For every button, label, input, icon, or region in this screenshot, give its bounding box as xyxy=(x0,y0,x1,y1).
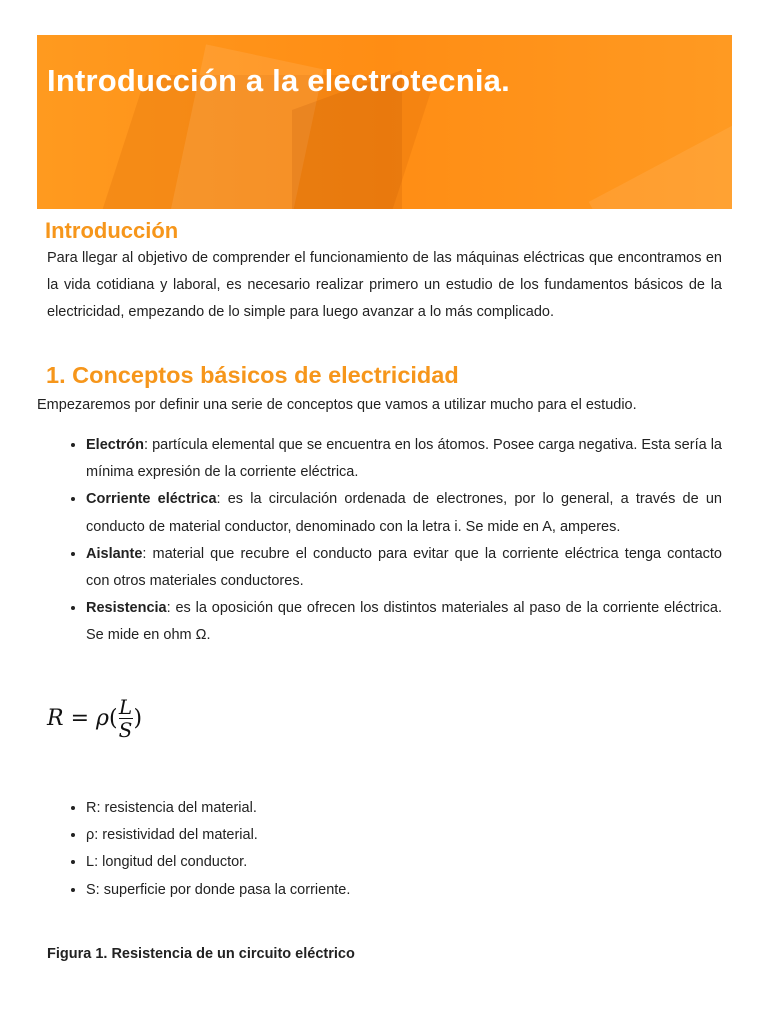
list-item: • ρ: resistividad del material. xyxy=(86,822,350,849)
formula-equals: = xyxy=(63,705,96,731)
list-item xyxy=(86,486,722,540)
definition: : es la circulación ordenada de electrones, por lo general, a través de un conducto de material conductor, denominado con la letra i. Se mide en A, amperes. xyxy=(86,491,722,535)
list-item xyxy=(86,432,722,486)
variable-list xyxy=(47,795,350,904)
list-item: • S: superficie por donde pasa la corriente. xyxy=(86,877,350,904)
list-item xyxy=(86,541,722,595)
formula-rho: ρ xyxy=(96,705,109,731)
list-item: • R: resistencia del material. xyxy=(86,795,350,822)
term: Electrón xyxy=(86,437,145,453)
list-item xyxy=(86,595,722,649)
intro-heading: Introducción xyxy=(45,218,179,243)
concepts-heading: 1. Conceptos básicos de electricidad xyxy=(46,362,459,388)
definition: : es la oposición que ofrecen los distintos materiales al paso de la corriente eléctrica. Se mide en ohm Ω. xyxy=(86,600,722,644)
formula-fraction xyxy=(118,694,133,742)
definition: : partícula elemental que se encuentra en los átomos. Posee carga negativa. Esta sería la mínima expresión de la corriente eléctrica. xyxy=(86,437,722,481)
formula-lhs: R xyxy=(47,705,64,731)
term: Resistencia xyxy=(86,600,167,617)
term: Aislante xyxy=(86,545,143,562)
page-title: Introducción a la electrotecnia. xyxy=(47,63,510,98)
term: Corriente eléctrica xyxy=(86,491,217,508)
formula-numerator: L xyxy=(118,694,133,719)
formula-denominator: S xyxy=(118,717,133,742)
header-banner xyxy=(37,35,732,209)
banner-decoration xyxy=(589,117,732,209)
list-item: • L: longitud del conductor. xyxy=(86,849,350,876)
figure-caption: Figura 1. Resistencia de un circuito eléctrico xyxy=(47,946,355,962)
definition: : material que recubre el conducto para evitar que la corriente eléctrica tenga contacto con otros materiales conductores. xyxy=(86,545,722,590)
formula-open-paren: ( xyxy=(108,705,118,731)
concepts-lead: Empezaremos por definir una serie de conceptos que vamos a utilizar mucho para el estudio. xyxy=(37,397,637,413)
resistance-formula xyxy=(47,688,142,748)
intro-paragraph: Para llegar al objetivo de comprender el funcionamiento de las máquinas eléctricas que encontramos en la vida cotidiana y laboral, es necesario realizar primero un estudio de los fundamentos básicos de la electricidad, empezando de lo simple para luego avanzar a lo más complicado. xyxy=(47,250,722,321)
formula-close-paren: ) xyxy=(133,705,143,731)
concept-list xyxy=(47,432,722,650)
